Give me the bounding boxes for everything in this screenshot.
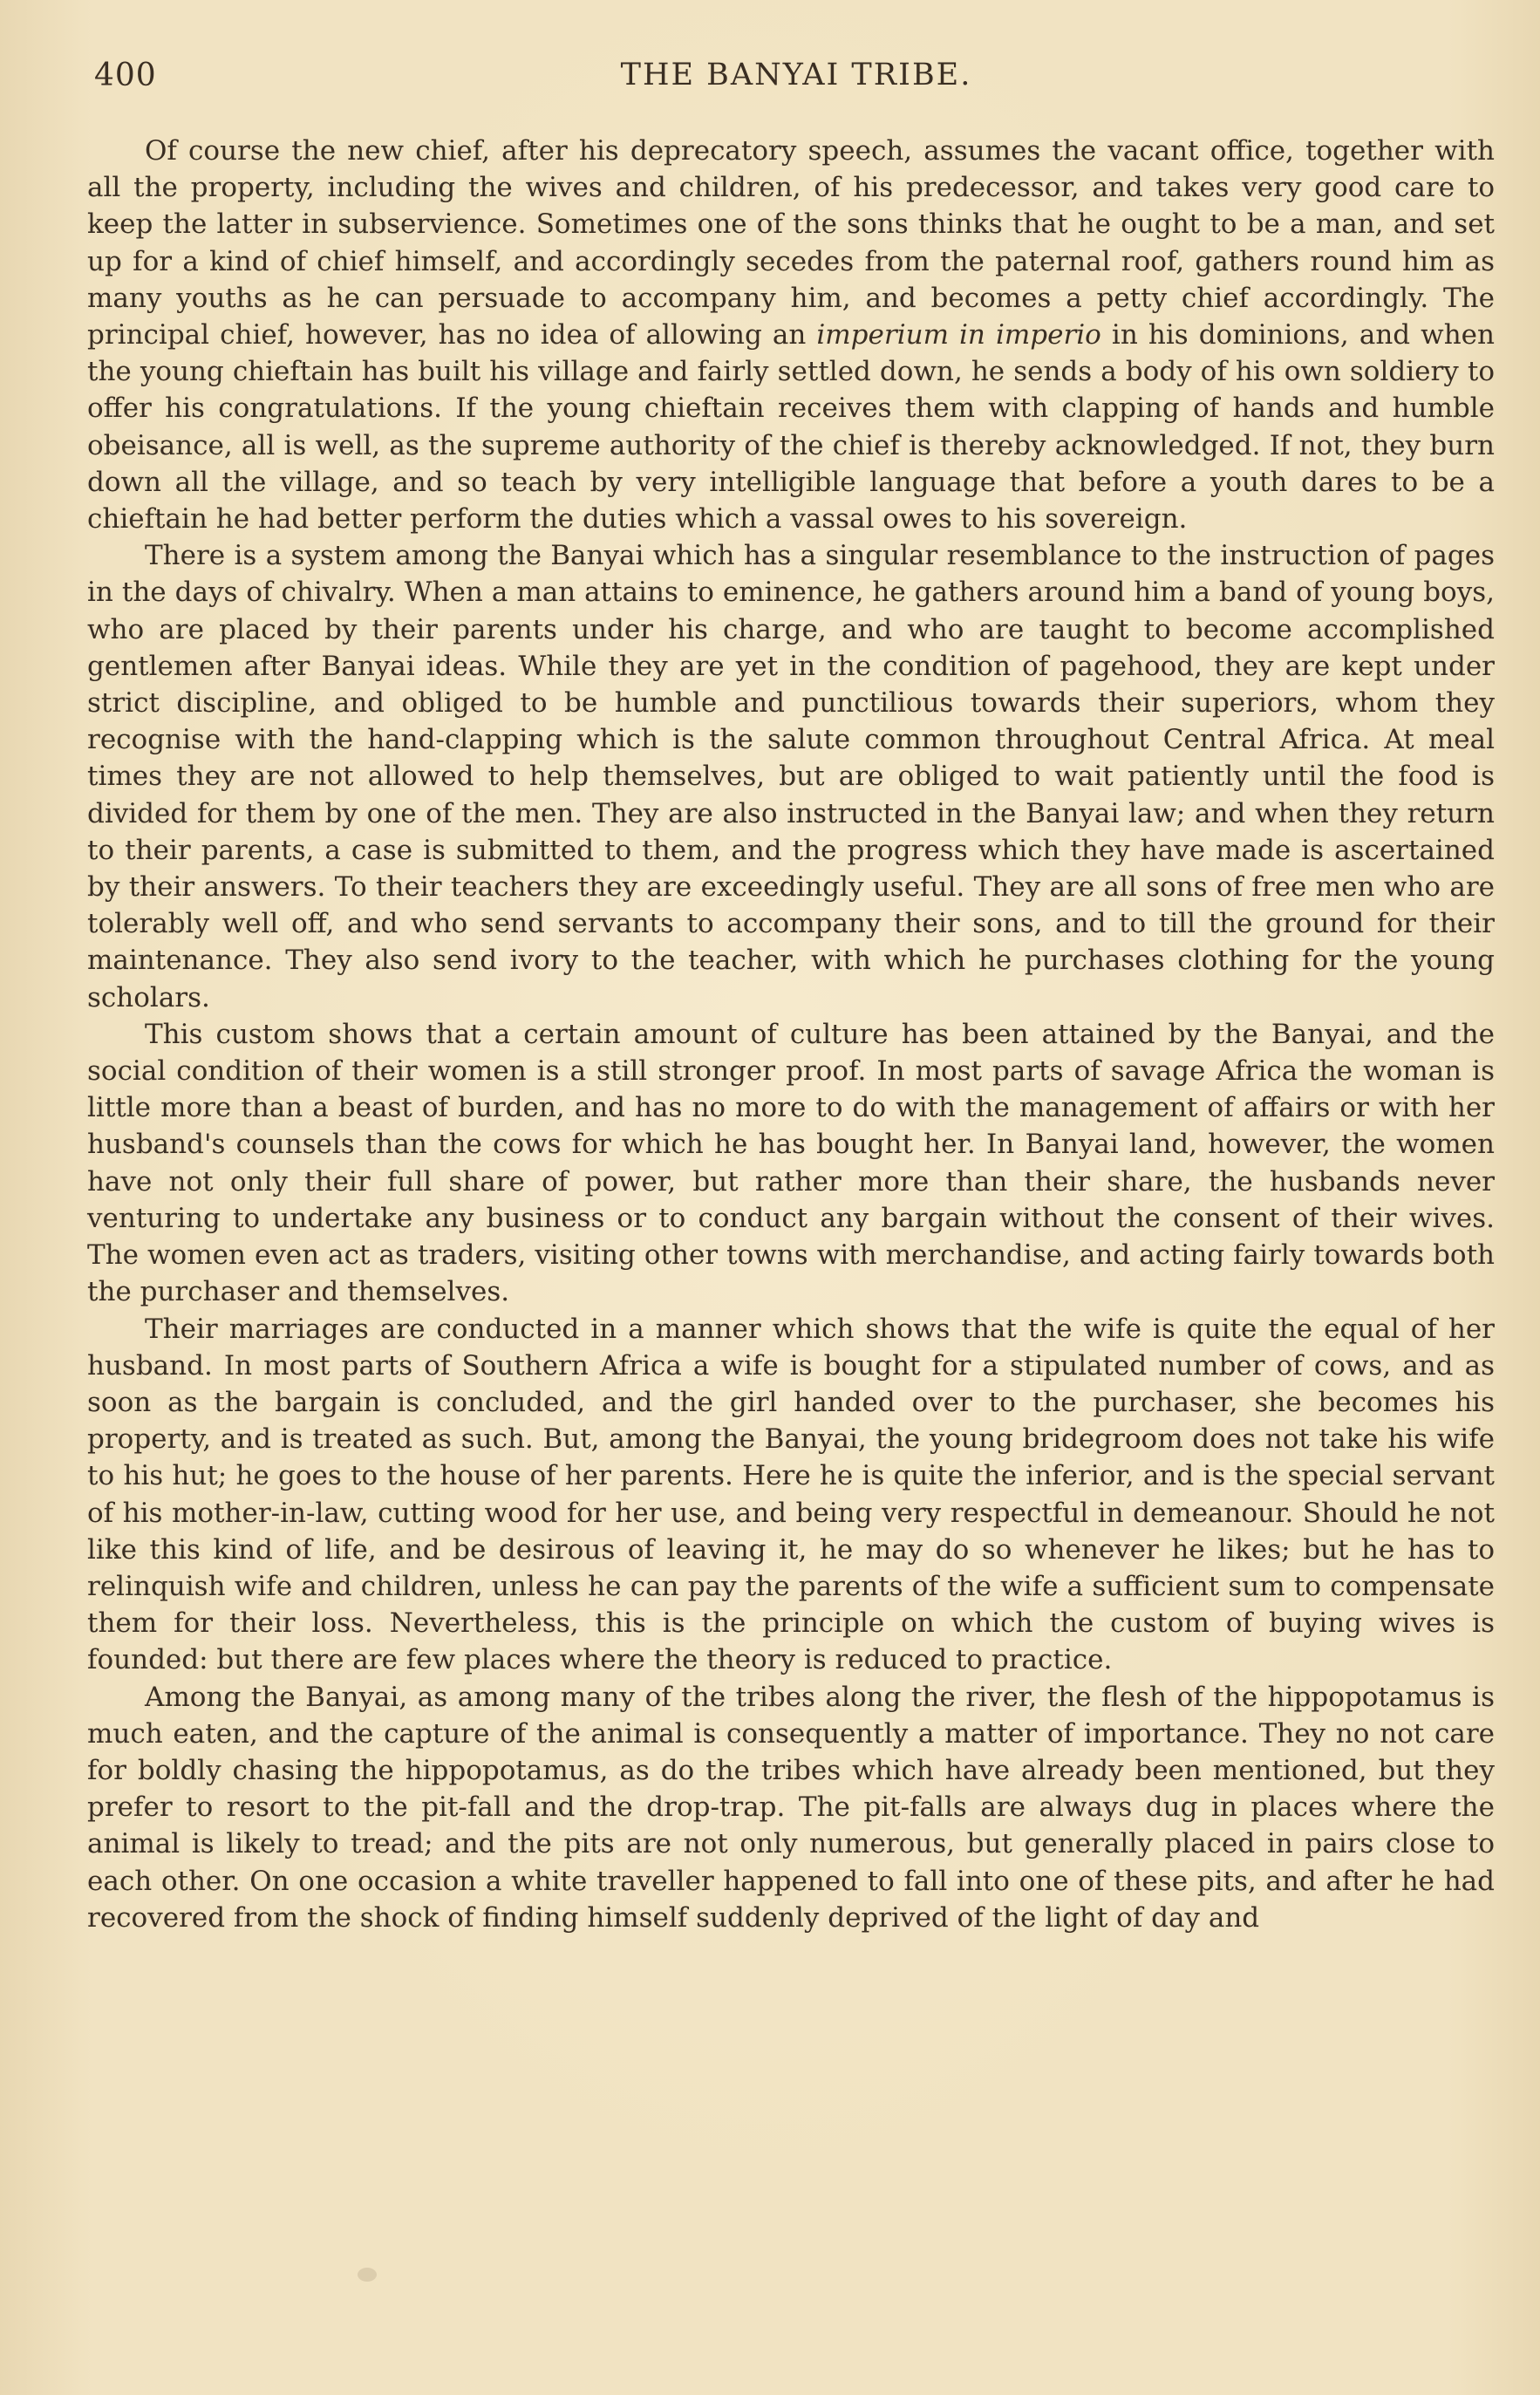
paragraph-1	[87, 133, 1495, 537]
paragraph-1-part-b: in his dominions, and when the young chieftain has built his village and fairly settled down, he sends a body of his own soldiery to offer his congratulations. If the young chieftain receives them with clapping of hands and humble obeisance, all is well, as the supreme authority of the chief is thereby acknowledged. If not, they burn down all the village, and so teach by very intelligible language that before a youth dares to be a chieftain he had better perform the duties which a vassal owes to his sovereign.	[87, 319, 1495, 536]
paper-smudge	[358, 2268, 377, 2282]
page-number: 400	[94, 58, 157, 93]
body-text	[87, 133, 1495, 1936]
latin-phrase: imperium in imperio	[816, 319, 1101, 351]
paragraph-4: Their marriages are conducted in a manner which shows that the wife is quite the equal of her husband. In most parts of Southern Africa a wife is bought for a stipulated number of cows, and as soon as the bargain is concluded, and the girl handed over to the purchaser, she becomes his property, and is treated as such. But, among the Banyai, the young bridegroom does not take his wife to his hut; he goes to the house of her parents. Here he is quite the inferior, and is the special servant of his mother-in-law, cutting wood for her use, and being very respectful in demeanour. Should he not like this kind of life, and be desirous of leaving it, he may do so whenever he likes; but he has to relinquish wife and children, unless he can pay the parents of the wife a sufficient sum to compensate them for their loss. Nevertheless, this is the principle on which the custom of buying wives is founded: but there are few places where the theory is reduced to practice.	[87, 1313, 1495, 1676]
paragraph-2: There is a system among the Banyai which has a singular resemblance to the instruction of pages in the days of chivalry. When a man attains to eminence, he gathers around him a band of young boys, who are placed by their parents under his charge, and who are taught to become accomplished gentlemen after Banyai ideas. While they are yet in the condition of pagehood, they are kept under strict discipline, and obliged to be humble and punctilious towards their superiors, whom they recognise with the hand-clapping which is the salute common throughout Central Africa. At meal times they are not allowed to help themselves, but are obliged to wait patiently until the food is divided for them by one of the men. They are also instructed in the Banyai law; and when they return to their parents, a case is submitted to them, and the progress which they have made is ascertained by their answers. To their teachers they are exceedingly useful. They are all sons of free men who are tolerably well off, and who send servants to accompany their sons, and to till the ground for their maintenance. They also send ivory to the teacher, with which he purchases clothing for the young scholars.	[87, 540, 1495, 1013]
paragraph-3: This custom shows that a certain amount of culture has been attained by the Banyai, and the social condition of their women is a still stronger proof. In most parts of savage Africa the woman is little more than a beast of burden, and has no more to do with the management of affairs or with her husband's counsels than the cows for which he has bought her. In Banyai land, however, the women have not only their full share of power, but rather more than their share, the husbands never venturing to undertake any business or to conduct any bargain without the consent of their wives. The women even act as traders, visiting other towns with merchandise, and acting fairly towards both the purchaser and themselves.	[87, 1018, 1495, 1308]
paragraph-1-part-a: Of course the new chief, after his deprecatory speech, assumes the vacant office, together with all the property, including the wives and children, of his predecessor, and takes very good care to keep the latter in subservience. Sometimes one of the sons thinks that he ought to be a man, and set up for a kind of chief himself, and accordingly secedes from the paternal roof, gathers round him as many youths as he can persuade to accompany him, and becomes a petty chief accordingly. The principal chief, however, has no idea of allowing an	[87, 135, 1495, 351]
paragraph-5: Among the Banyai, as among many of the tribes along the river, the flesh of the hippopotamus is much eaten, and the capture of the animal is consequently a matter of importance. They no not care for boldly chasing the hippopotamus, as do the tribes which have already been mentioned, but they prefer to resort to the pit-fall and the drop-trap. The pit-falls are always dug in places where the animal is likely to tread; and the pits are not only numerous, but generally placed in pairs close to each other. On one occasion a white traveller happened to fall into one of these pits, and after he had recovered from the shock of finding himself suddenly deprived of the light of day and	[87, 1681, 1495, 1934]
page-header	[94, 52, 1498, 105]
running-title: THE BANYAI TRIBE.	[620, 58, 972, 92]
